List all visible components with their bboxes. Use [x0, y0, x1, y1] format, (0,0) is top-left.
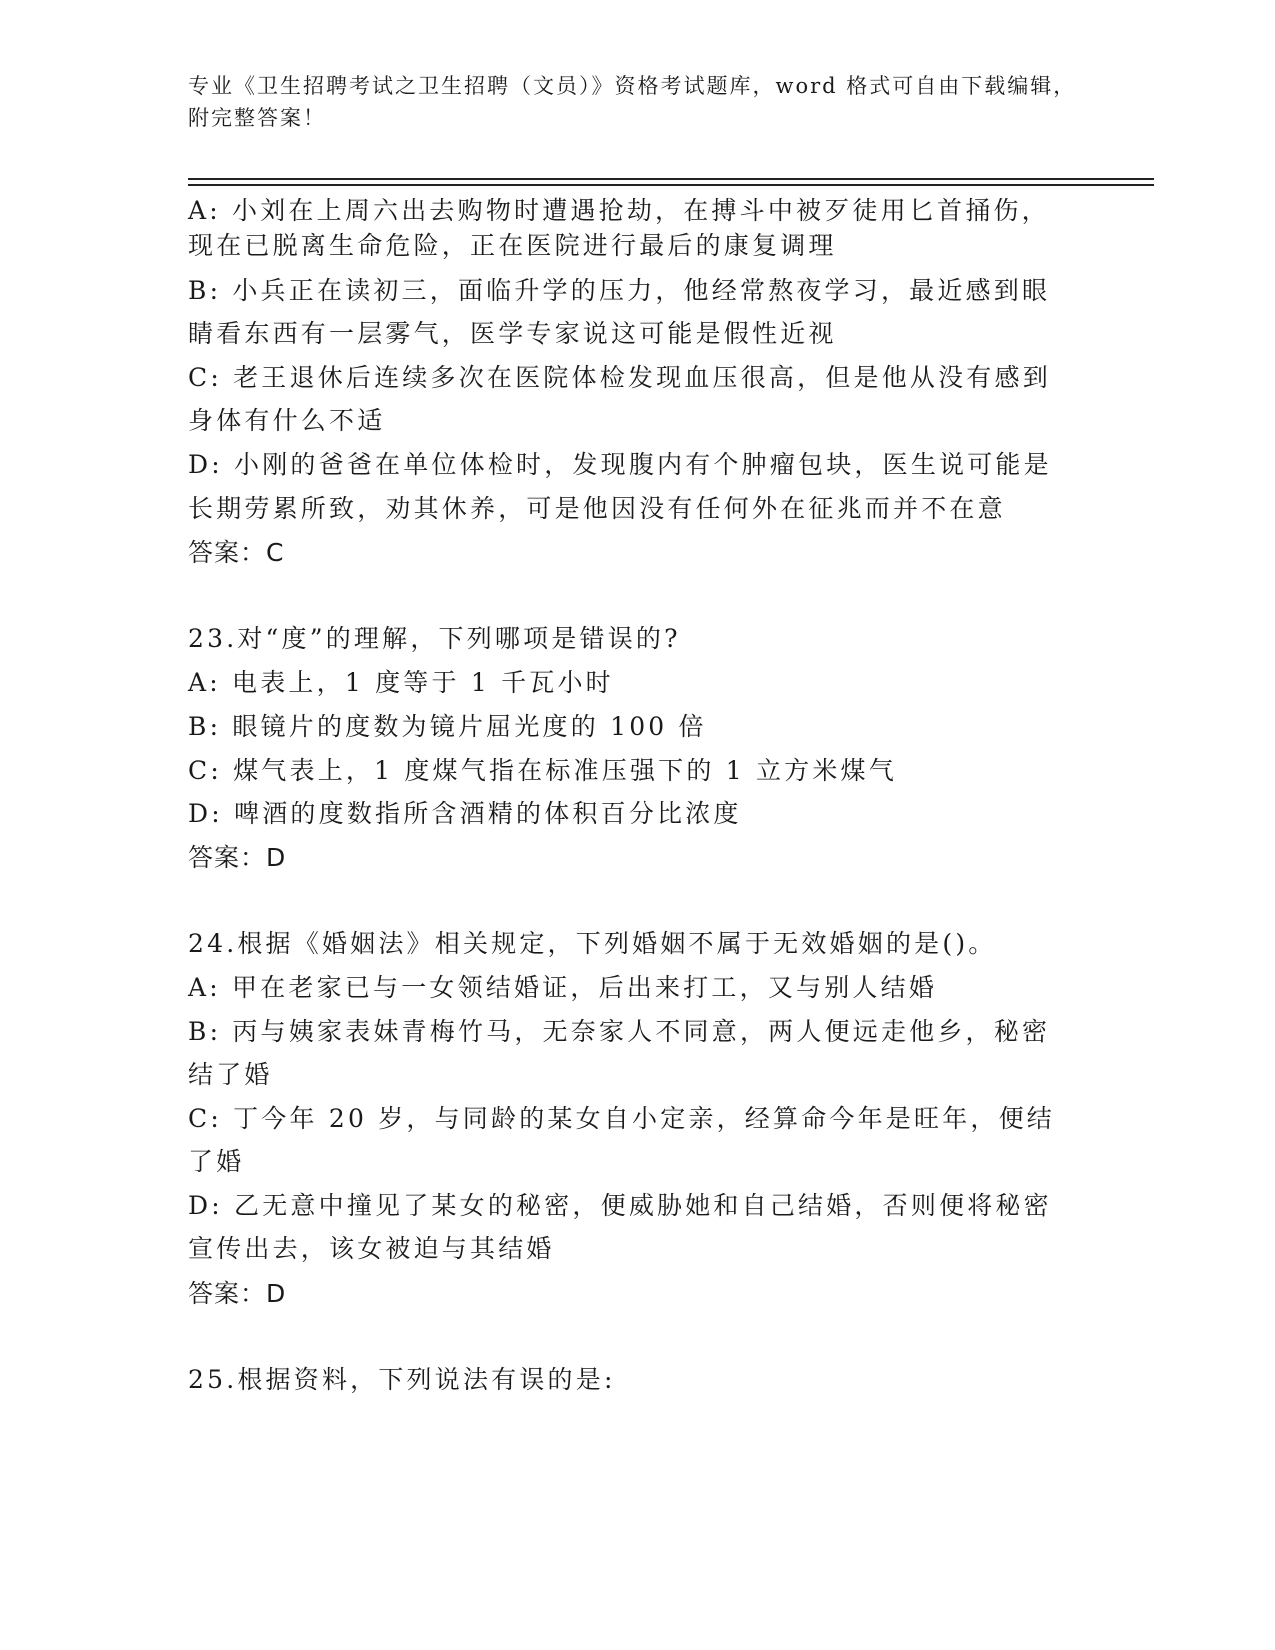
q22-option-c-line1: C: 老王退休后连续多次在医院体检发现血压很高，但是他从没有感到 — [188, 363, 1051, 392]
q22-option-b-line1: B: 小兵正在读初三，面临升学的压力，他经常熬夜学习，最近感到眼 — [188, 276, 1051, 305]
document-header: 专业《卫生招聘考试之卫生招聘（文员）》资格考试题库，word 格式可自由下载编辑，附完整答案！ — [188, 74, 1077, 130]
q23-option-c: C: 煤气表上，1 度煤气指在标准压强下的 1 立方米煤气 — [188, 756, 897, 785]
header-divider-top — [188, 178, 1154, 180]
q22-option-d-line2: 长期劳累所致，劝其休养，可是他因没有任何外在征兆而并不在意 — [188, 494, 1006, 523]
q24-option-b-line1: B: 丙与姨家表妹青梅竹马，无奈家人不同意，两人便远走他乡，秘密 — [188, 1017, 1051, 1046]
q24-option-a: A: 甲在老家已与一女领结婚证，后出来打工，又与别人结婚 — [188, 973, 938, 1002]
q24-option-c-line2: 了婚 — [188, 1147, 245, 1176]
q22-option-a-line1: A: 小刘在上周六出去购物时遭遇抢劫，在搏斗中被歹徒用匕首捅伤， — [188, 196, 1050, 225]
q23-option-d: D: 啤酒的度数指所含酒精的体积百分比浓度 — [188, 799, 742, 828]
q24-answer: 答案：D — [188, 1279, 287, 1308]
q22-option-d-line1: D: 小刚的爸爸在单位体检时，发现腹内有个肿瘤包块，医生说可能是 — [188, 450, 1052, 479]
q24-option-c-line1: C: 丁今年 20 岁，与同龄的某女自小定亲，经算命今年是旺年，便结 — [188, 1104, 1056, 1133]
q23-answer: 答案：D — [188, 843, 287, 872]
q24-option-b-line2: 结了婚 — [188, 1060, 273, 1089]
q24-option-d-line2: 宣传出去，该女被迫与其结婚 — [188, 1234, 555, 1263]
q23-question: 23.对“度”的理解，下列哪项是错误的? — [188, 624, 681, 653]
q22-option-a-line2: 现在已脱离生命危险，正在医院进行最后的康复调理 — [188, 231, 837, 260]
q25-question: 25.根据资料，下列说法有误的是: — [188, 1365, 616, 1394]
q22-option-b-line2: 睛看东西有一层雾气，医学专家说这可能是假性近视 — [188, 319, 837, 348]
q23-option-a: A: 电表上，1 度等于 1 千瓦小时 — [188, 668, 614, 697]
q22-answer: 答案：C — [188, 538, 285, 567]
q23-option-b: B: 眼镜片的度数为镜片屈光度的 100 倍 — [188, 712, 707, 741]
q24-option-d-line1: D: 乙无意中撞见了某女的秘密，便威胁她和自己结婚，否则便将秘密 — [188, 1191, 1052, 1220]
q24-question: 24.根据《婚姻法》相关规定，下列婚姻不属于无效婚姻的是()。 — [188, 929, 997, 958]
header-divider-bottom — [188, 184, 1154, 186]
q22-option-c-line2: 身体有什么不适 — [188, 406, 386, 435]
